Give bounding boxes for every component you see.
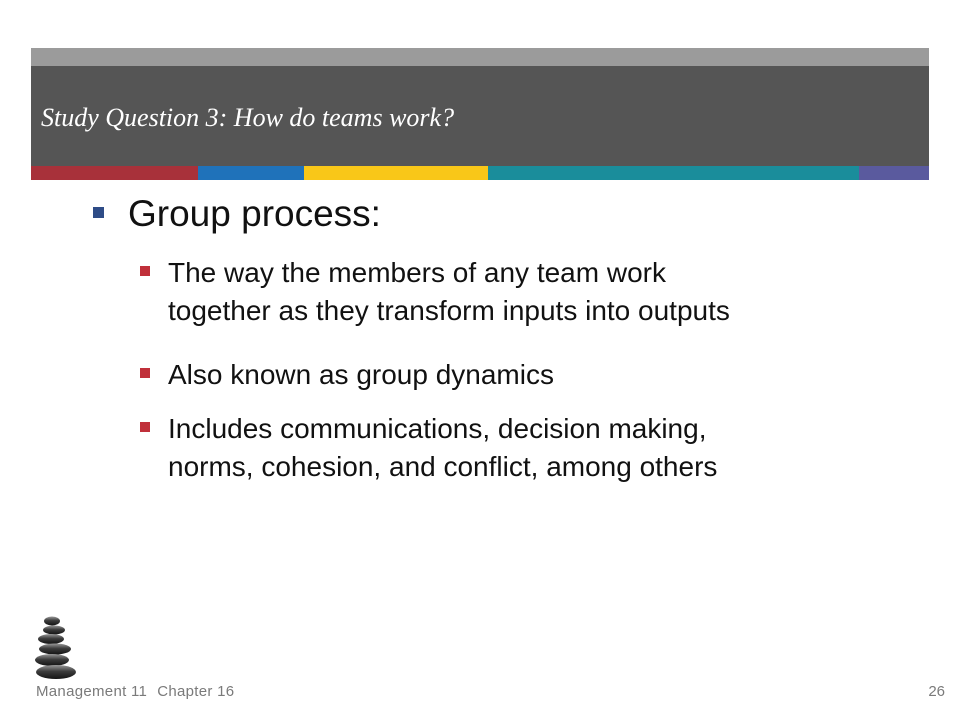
sub-bullet-line: Includes communications, decision making, bbox=[168, 413, 707, 444]
sub-bullet-line: Also known as group dynamics bbox=[168, 359, 554, 390]
sub-bullet-line: The way the members of any team work bbox=[168, 257, 666, 288]
stripe-segment-blue bbox=[198, 166, 304, 180]
footer-chapter: Chapter 16 bbox=[157, 683, 235, 700]
title-banner-top bbox=[31, 48, 929, 66]
title-banner bbox=[31, 66, 929, 166]
square-bullet-icon bbox=[140, 368, 150, 378]
footer-course: Management 11 bbox=[36, 683, 148, 700]
stacked-stones-icon bbox=[28, 612, 84, 684]
color-stripe bbox=[31, 166, 929, 180]
stripe-segment-teal bbox=[488, 166, 859, 180]
main-bullet-text: Group process: bbox=[128, 193, 381, 234]
stripe-segment-purple bbox=[859, 166, 929, 180]
stripe-segment-red bbox=[31, 166, 198, 180]
square-bullet-icon bbox=[140, 422, 150, 432]
page-number: 26 bbox=[928, 683, 945, 700]
stripe-segment-yellow bbox=[304, 166, 488, 180]
sub-bullet-line: norms, cohesion, and conflict, among others bbox=[168, 451, 718, 482]
slide-title: Study Question 3: How do teams work? bbox=[41, 103, 455, 132]
sub-bullet-line: together as they transform inputs into outputs bbox=[168, 295, 730, 326]
sub-bullet-text bbox=[168, 254, 730, 330]
square-bullet-icon bbox=[93, 207, 104, 218]
footer-course-info bbox=[36, 683, 234, 700]
square-bullet-icon bbox=[140, 266, 150, 276]
sub-bullet-text bbox=[168, 410, 717, 486]
sub-bullet-text bbox=[168, 356, 554, 394]
